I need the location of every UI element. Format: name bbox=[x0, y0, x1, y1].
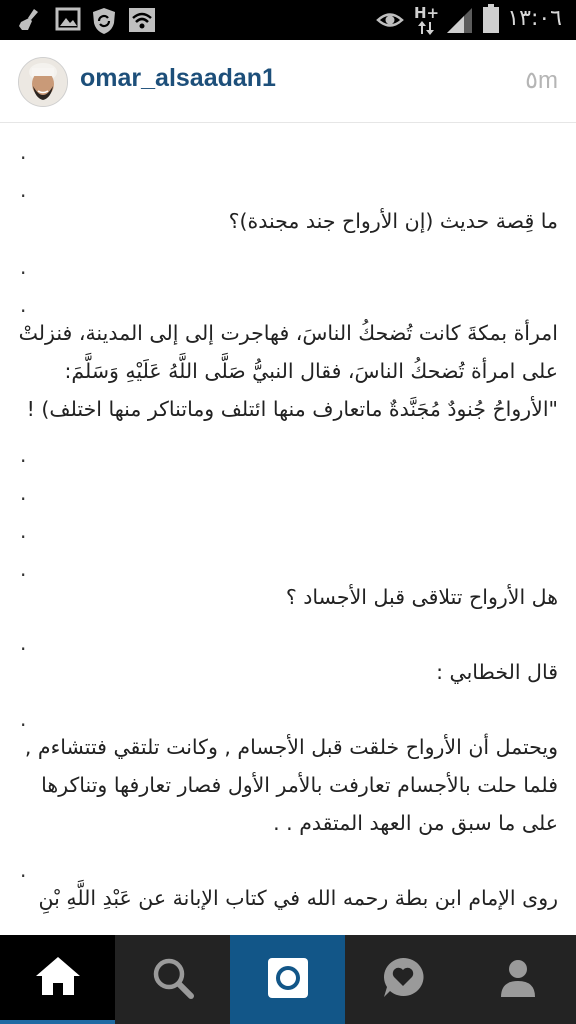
username[interactable]: omar_alsaadan1 bbox=[80, 64, 276, 92]
dot-separator: . bbox=[20, 519, 27, 543]
bottom-tab-bar bbox=[0, 935, 576, 1024]
wifi-icon bbox=[128, 6, 156, 38]
post-line: ما قِصة حديث (إن الأرواح جند مجندة)؟ bbox=[228, 209, 558, 233]
post-line: ويحتمل أن الأرواح خلقت قبل الأجسام , وكانت تلتقي فتتشاءم , bbox=[24, 735, 558, 759]
home-icon bbox=[34, 954, 82, 1002]
broom-icon bbox=[16, 6, 44, 38]
tab-profile[interactable] bbox=[460, 935, 576, 1024]
post-line: روى الإمام ابن بطة رحمه الله في كتاب الإبانة عن عَبْدِ اللَّهِ بْنِ bbox=[38, 886, 558, 910]
status-bar bbox=[0, 0, 576, 40]
dot-separator: . bbox=[20, 255, 27, 279]
avatar[interactable] bbox=[18, 57, 68, 107]
post-line: "الأرواحُ جُنودٌ مُجَنَّدةٌ ماتعارف منها ائتلف وماتناكر منها اختلف) ! bbox=[26, 397, 558, 421]
post-line: هل الأرواح تتلاقى قبل الأجساد ؟ bbox=[285, 585, 558, 609]
post-time: ٥m bbox=[525, 67, 558, 94]
dot-separator: . bbox=[20, 443, 27, 467]
search-icon bbox=[151, 956, 195, 1004]
signal-icon bbox=[446, 6, 474, 38]
network-type: H+ bbox=[414, 4, 440, 22]
post-line: قال الخطابي : bbox=[436, 660, 558, 684]
dot-separator: . bbox=[20, 631, 27, 655]
camera-icon bbox=[266, 956, 310, 1004]
post-header bbox=[0, 40, 576, 123]
post-line: على ما سبق من العهد المتقدم . . bbox=[273, 811, 558, 835]
tab-activity[interactable] bbox=[345, 935, 460, 1024]
eye-icon bbox=[376, 9, 404, 35]
dot-separator: . bbox=[20, 481, 27, 505]
shield-sync-icon bbox=[90, 6, 118, 40]
post-line: على امرأة تُضحكُ الناسَ، فقال النبيُّ صَلَّى اللَّهُ عَلَيْهِ وَسَلَّمَ: bbox=[64, 359, 558, 383]
dot-separator: . bbox=[20, 858, 27, 882]
tab-camera[interactable] bbox=[230, 935, 345, 1024]
clock: ١٣:٠٦ bbox=[507, 6, 562, 31]
dot-separator: . bbox=[20, 178, 27, 202]
network-arrows-icon bbox=[418, 20, 434, 39]
image-icon bbox=[55, 6, 81, 36]
dot-separator: . bbox=[20, 140, 27, 164]
heart-bubble-icon bbox=[380, 955, 426, 1005]
tab-home[interactable] bbox=[0, 935, 115, 1024]
post-line: فلما حلت بالأجسام تعارفت بالأمر الأول فصار تعارفها وتناكرها bbox=[41, 773, 558, 797]
battery-icon bbox=[482, 4, 500, 38]
tab-search[interactable] bbox=[115, 935, 230, 1024]
dot-separator: . bbox=[20, 707, 27, 731]
profile-icon bbox=[498, 957, 538, 1003]
post-line: امرأة بمكةَ كانت تُضحكُ الناسَ، فهاجرت إلى إلى المدينة، فنزلتْ bbox=[18, 321, 558, 345]
dot-separator: . bbox=[20, 293, 27, 317]
post-image[interactable] bbox=[0, 123, 576, 935]
dot-separator: . bbox=[20, 557, 27, 581]
